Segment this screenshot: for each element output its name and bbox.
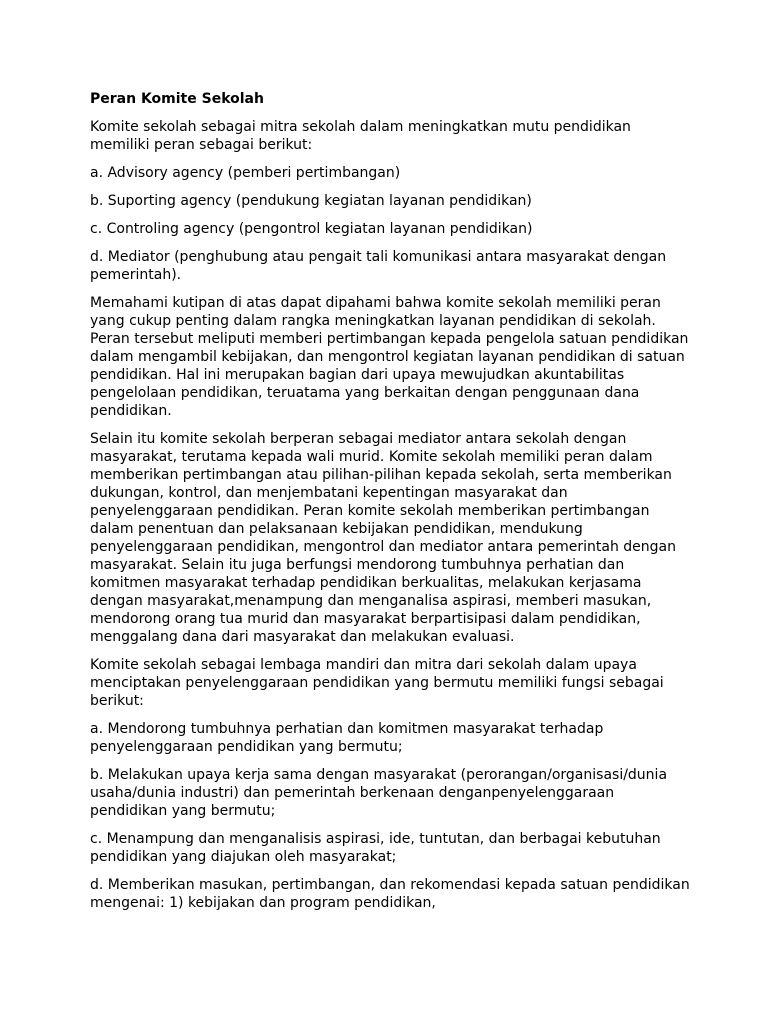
list-item-supporting: b. Suporting agency (pendukung kegiatan layanan pendidikan) [90, 193, 532, 209]
document-page [90, 90, 690, 922]
paragraph-mediator-role: Selain itu komite sekolah berperan sebagai mediator antara sekolah dengan masyarakat, terutama kepada wali murid. Komite sekolah memiliki peran dalam memberikan pertimbangan atau pilihan-pilihan kepada sekolah, serta memberikan dukungan, kontrol, dan menjembatani kepentingan masyarakat dan penyelenggaraan pendidikan. Peran komite sekolah memberikan pertimbangan dalam penentuan dan pelaksanaan kebijakan pendidikan, mendukung penyelenggaraan pendidikan, mengontrol dan mediator antara pemerintah dengan masyarakat. Selain itu juga berfungsi mendorong tumbuhnya perhatian dan komitmen masyarakat terhadap pendidikan berkualitas, melakukan kerjasama dengan masyarakat,menampung dan menganalisa aspirasi, memberi masukan, mendorong orang tua murid dan masyarakat berpartisipasi dalam pendidikan, menggalang dana dari masyarakat dan melakukan evaluasi. [90, 431, 677, 645]
list-item-function-a: a. Mendorong tumbuhnya perhatian dan komitmen masyarakat terhadap penyelenggaraan pendidikan yang bermutu; [90, 721, 604, 755]
paragraph-interpretation: Memahami kutipan di atas dapat dipahami bahwa komite sekolah memiliki peran yang cukup penting dalam rangka meningkatkan layanan pendidikan di sekolah. Peran tersebut meliputi memberi pertimbangan kepada pengelola satuan pendidikan dalam mengambil kebijakan, dan mengontrol kegiatan layanan pendidikan di satuan pendidikan. Hal ini merupakan bagian dari upaya mewujudkan akuntabilitas pengelolaan pendidikan, teruatama yang berkaitan dengan penggunaan dana pendidikan. [90, 295, 689, 419]
list-item-mediator: d. Mediator (penghubung atau pengait tali komunikasi antara masyarakat dengan pemerintah). [90, 249, 667, 283]
document-title: Peran Komite Sekolah [90, 91, 264, 107]
list-item-function-b: b. Melakukan upaya kerja sama dengan masyarakat (perorangan/organisasi/dunia usaha/dunia industri) dan pemerintah berkenaan denganpenyelenggaraan pendidikan yang bermutu; [90, 767, 668, 819]
list-item-controlling: c. Controling agency (pengontrol kegiatan layanan pendidikan) [90, 221, 533, 237]
list-item-advisory: a. Advisory agency (pemberi pertimbangan) [90, 165, 401, 181]
paragraph-intro: Komite sekolah sebagai mitra sekolah dalam meningkatkan mutu pendidikan memiliki peran sebagai berikut: [90, 119, 631, 153]
list-item-function-d: d. Memberikan masukan, pertimbangan, dan rekomendasi kepada satuan pendidikan mengenai: 1) kebijakan dan program pendidikan, [90, 877, 690, 911]
list-item-function-c: c. Menampung dan menganalisis aspirasi, ide, tuntutan, dan berbagai kebutuhan pendidikan yang diajukan oleh masyarakat; [90, 831, 661, 865]
paragraph-functions-intro: Komite sekolah sebagai lembaga mandiri dan mitra dari sekolah dalam upaya menciptakan penyelenggaraan pendidikan yang bermutu memiliki fungsi sebagai berikut: [90, 657, 664, 709]
